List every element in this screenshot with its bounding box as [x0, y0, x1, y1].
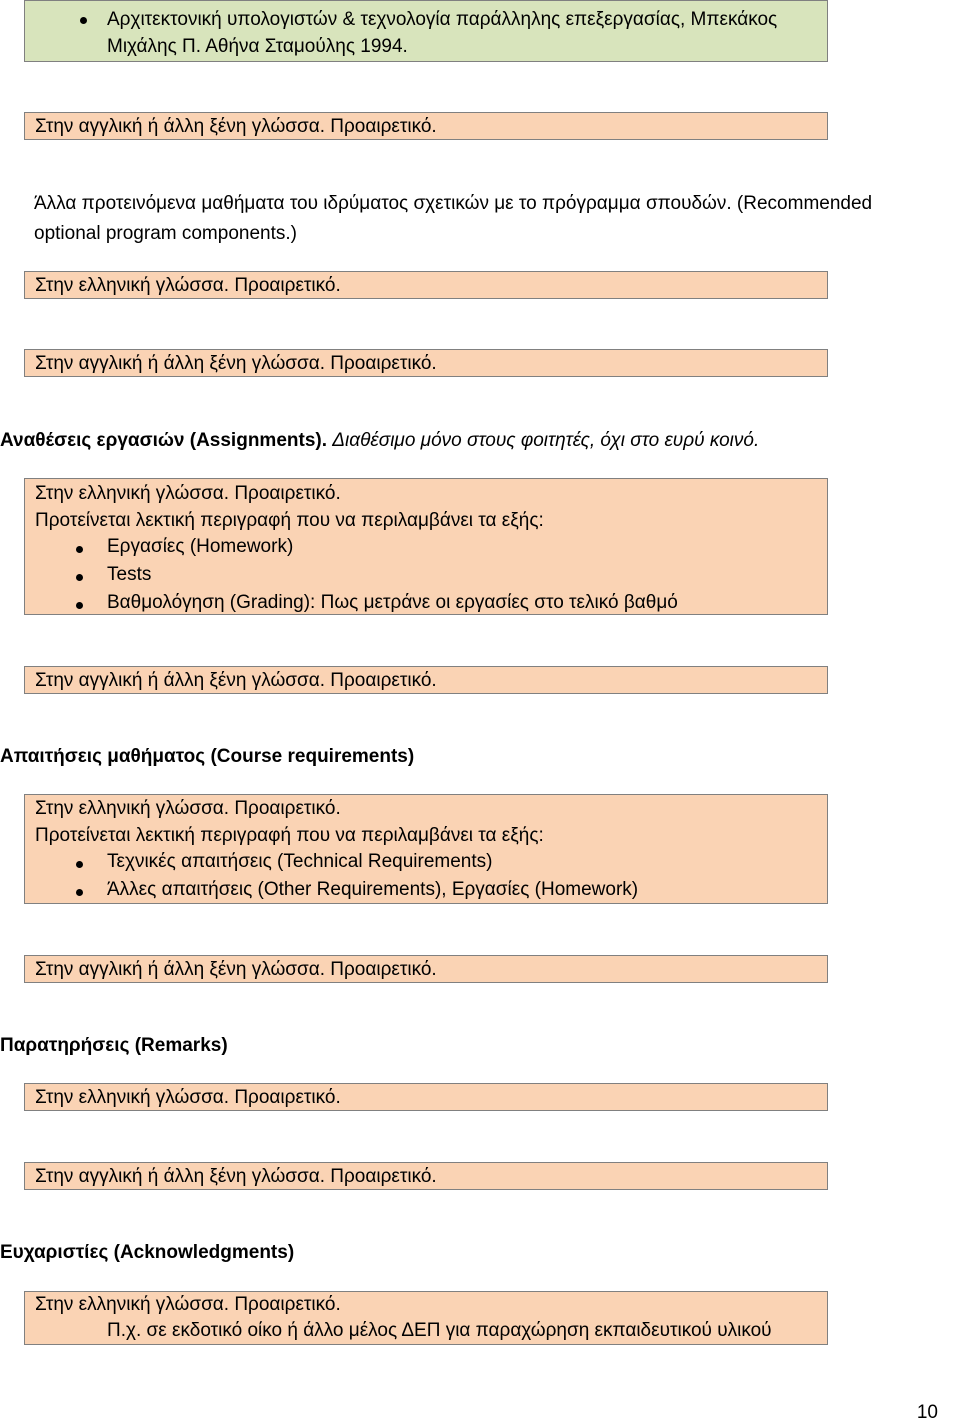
recommended-greek-box — [24, 271, 828, 299]
remarks-heading: Παρατηρήσεις (Remarks) — [0, 1035, 228, 1056]
recommended-english-box — [24, 349, 828, 377]
greek-line: Στην ελληνική γλώσσα. Προαιρετικό. — [35, 1294, 341, 1315]
bibliography-box — [24, 0, 828, 62]
english-box-text: Στην αγγλική ή άλλη ξένη γλώσσα. Προαιρετικό. — [35, 959, 437, 980]
acknowledgments-heading: Ευχαριστίες (Acknowledgments) — [0, 1242, 295, 1263]
list-item: Τεχνικές απαιτήσεις (Technical Requirements) — [107, 851, 493, 872]
assignments-greek-box — [24, 478, 828, 615]
list-item: Εργασίες (Homework) — [107, 536, 294, 557]
assignments-title: Αναθέσεις εργασιών (Assignments). — [0, 430, 327, 451]
english-box-text: Στην αγγλική ή άλλη ξένη γλώσσα. Προαιρετικό. — [35, 670, 437, 691]
bullet-icon — [76, 574, 83, 581]
english-box-text: Στην αγγλική ή άλλη ξένη γλώσσα. Προαιρετικό. — [35, 116, 437, 137]
remarks-english-box — [24, 1162, 828, 1190]
assignments-english-box — [24, 666, 828, 694]
bullet-icon — [80, 17, 87, 24]
english-box-text: Στην αγγλική ή άλλη ξένη γλώσσα. Προαιρετικό. — [35, 1166, 437, 1187]
list-item: Βαθμολόγηση (Grading): Πως μετράνε οι εργασίες στο τελικό βαθμό — [107, 592, 678, 613]
greek-box-text: Στην ελληνική γλώσσα. Προαιρετικό. — [35, 1087, 341, 1108]
acknowledgments-greek-box — [24, 1291, 828, 1345]
bibliography-line-1: Αρχιτεκτονική υπολογιστών & τεχνολογία παράλληλης επεξεργασίας, Μπεκάκος — [107, 9, 778, 30]
bullet-icon — [76, 861, 83, 868]
assignments-heading — [0, 428, 759, 454]
page-number: 10 — [916, 1402, 938, 1423]
bullet-icon — [76, 602, 83, 609]
remarks-greek-box — [24, 1083, 828, 1111]
requirements-english-box — [24, 955, 828, 983]
description-intro: Προτείνεται λεκτική περιγραφή που να περιλαμβάνει τα εξής: — [35, 825, 544, 846]
list-item: Άλλες απαιτήσεις (Other Requirements), Εργασίες (Homework) — [107, 879, 639, 900]
bullet-icon — [76, 546, 83, 553]
description-intro: Προτείνεται λεκτική περιγραφή που να περιλαμβάνει τα εξής: — [35, 510, 544, 531]
bibliography-line-2: Μιχάλης Π. Αθήνα Σταμούλης 1994. — [107, 36, 408, 57]
acknowledgments-note: Π.χ. σε εκδοτικό οίκο ή άλλο μέλος ΔΕΠ για παραχώρηση εκπαιδευτικού υλικού — [107, 1320, 772, 1341]
list-item: Tests — [107, 564, 152, 585]
recommended-heading-line-1: Άλλα προτεινόμενα μαθήματα του ιδρύματος σχετικών με το πρόγραμμα σπουδών. (Recommended — [34, 193, 873, 214]
greek-box-text: Στην ελληνική γλώσσα. Προαιρετικό. — [35, 275, 341, 296]
assignments-note: Διαθέσιμο μόνο στους φοιτητές, όχι στο ευρύ κοινό. — [332, 430, 760, 451]
greek-line: Στην ελληνική γλώσσα. Προαιρετικό. — [35, 483, 341, 504]
english-box-1 — [24, 112, 828, 140]
requirements-greek-box — [24, 794, 828, 904]
bullet-icon — [76, 889, 83, 896]
requirements-heading: Απαιτήσεις μαθήματος (Course requirements) — [0, 746, 415, 767]
english-box-text: Στην αγγλική ή άλλη ξένη γλώσσα. Προαιρετικό. — [35, 353, 437, 374]
greek-line: Στην ελληνική γλώσσα. Προαιρετικό. — [35, 798, 341, 819]
recommended-heading-line-2: optional program components.) — [34, 223, 297, 244]
